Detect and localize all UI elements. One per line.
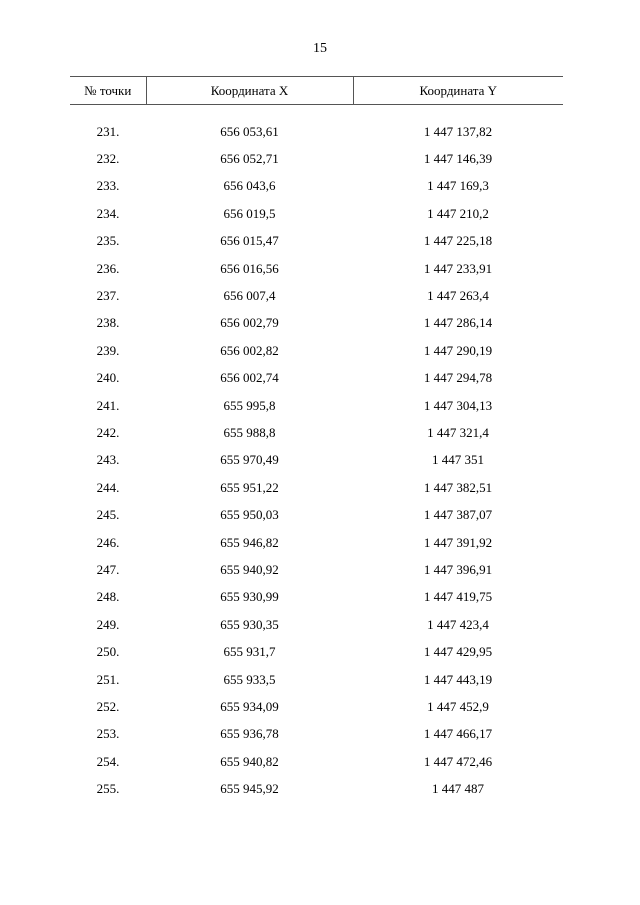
table-row xyxy=(70,392,563,419)
cell-coordinate-y: 1 447 472,46 xyxy=(423,753,493,769)
table-row xyxy=(70,529,563,556)
header-point-number: № точки xyxy=(70,77,146,105)
cell-coordinate-x: 655 970,49 xyxy=(220,452,279,468)
cell-coordinate-y: 1 447 391,92 xyxy=(423,534,493,550)
cell-coordinate-x: 655 951,22 xyxy=(220,479,279,495)
cell-coordinate-y: 1 447 210,2 xyxy=(427,205,489,221)
cell-coordinate-x: 656 043,6 xyxy=(223,178,276,194)
table-row xyxy=(70,748,563,775)
cell-coordinate-y: 1 447 225,18 xyxy=(423,233,493,249)
cell-coordinate-y: 1 447 321,4 xyxy=(427,424,489,440)
table-header-row xyxy=(70,77,563,105)
cell-point-number: 250. xyxy=(96,644,120,660)
table-row xyxy=(70,337,563,364)
cell-coordinate-x: 656 002,79 xyxy=(220,315,279,331)
cell-coordinate-x: 656 016,56 xyxy=(220,260,279,276)
cell-point-number: 245. xyxy=(96,507,120,523)
cell-point-number: 240. xyxy=(96,370,120,386)
cell-coordinate-y: 1 447 387,07 xyxy=(423,507,493,523)
cell-coordinate-y: 1 447 137,82 xyxy=(423,123,493,139)
table-row xyxy=(70,611,563,638)
cell-coordinate-y: 1 447 169,3 xyxy=(427,178,489,194)
cell-coordinate-y: 1 447 452,9 xyxy=(427,698,489,714)
cell-point-number: 243. xyxy=(96,452,120,468)
table-row xyxy=(70,145,563,172)
cell-point-number: 255. xyxy=(96,781,120,797)
cell-coordinate-x: 655 931,7 xyxy=(223,644,276,660)
table-row xyxy=(70,666,563,693)
table-row xyxy=(70,721,563,748)
cell-point-number: 247. xyxy=(96,561,120,577)
cell-point-number: 232. xyxy=(96,151,120,167)
cell-coordinate-x: 655 936,78 xyxy=(220,726,279,742)
cell-coordinate-y: 1 447 304,13 xyxy=(423,397,493,413)
table-row xyxy=(70,228,563,255)
header-coordinate-x: Координата X xyxy=(146,77,353,105)
table-row xyxy=(70,255,563,282)
table-spacer-row xyxy=(70,105,563,119)
cell-coordinate-y: 1 447 351 xyxy=(432,452,484,468)
cell-point-number: 239. xyxy=(96,342,120,358)
cell-coordinate-x: 656 015,47 xyxy=(220,233,279,249)
cell-point-number: 242. xyxy=(96,424,120,440)
cell-coordinate-y: 1 447 429,95 xyxy=(423,644,493,660)
cell-point-number: 241. xyxy=(96,397,120,413)
cell-coordinate-y: 1 447 443,19 xyxy=(423,671,493,687)
table-row xyxy=(70,282,563,309)
cell-coordinate-y: 1 447 419,75 xyxy=(423,589,493,605)
cell-coordinate-x: 655 934,09 xyxy=(220,698,279,714)
table-row xyxy=(70,419,563,446)
cell-coordinate-y: 1 447 263,4 xyxy=(427,288,489,304)
page-number: 15 xyxy=(313,41,327,56)
cell-point-number: 251. xyxy=(96,671,120,687)
table-row xyxy=(70,118,563,145)
cell-coordinate-x: 655 940,82 xyxy=(220,753,279,769)
header-coordinate-y: Координата Y xyxy=(353,77,563,105)
cell-coordinate-y: 1 447 290,19 xyxy=(423,342,493,358)
cell-coordinate-x: 655 930,35 xyxy=(220,616,279,632)
cell-coordinate-y: 1 447 487 xyxy=(432,781,484,797)
cell-point-number: 254. xyxy=(96,753,120,769)
cell-point-number: 235. xyxy=(96,233,120,249)
cell-coordinate-x: 655 988,8 xyxy=(223,424,276,440)
cell-coordinate-y: 1 447 396,91 xyxy=(423,561,493,577)
cell-point-number: 249. xyxy=(96,616,120,632)
cell-coordinate-x: 656 007,4 xyxy=(223,288,276,304)
cell-coordinate-x: 656 052,71 xyxy=(220,151,279,167)
cell-coordinate-x: 655 945,92 xyxy=(220,781,279,797)
coordinates-table xyxy=(70,76,563,803)
table-row xyxy=(70,775,563,802)
cell-coordinate-x: 656 019,5 xyxy=(223,205,276,221)
cell-coordinate-y: 1 447 146,39 xyxy=(423,151,493,167)
cell-point-number: 252. xyxy=(96,698,120,714)
table-row xyxy=(70,310,563,337)
cell-coordinate-x: 656 053,61 xyxy=(220,123,279,139)
cell-point-number: 237. xyxy=(96,288,120,304)
cell-coordinate-x: 655 950,03 xyxy=(220,507,279,523)
cell-point-number: 246. xyxy=(96,534,120,550)
cell-point-number: 238. xyxy=(96,315,120,331)
cell-point-number: 234. xyxy=(96,205,120,221)
table-row xyxy=(70,638,563,665)
table-row xyxy=(70,556,563,583)
table-row xyxy=(70,200,563,227)
cell-coordinate-x: 656 002,74 xyxy=(220,370,279,386)
cell-point-number: 253. xyxy=(96,726,120,742)
cell-point-number: 244. xyxy=(96,479,120,495)
cell-coordinate-x: 656 002,82 xyxy=(220,342,279,358)
cell-coordinate-y: 1 447 294,78 xyxy=(423,370,493,386)
cell-coordinate-y: 1 447 233,91 xyxy=(423,260,493,276)
table-body xyxy=(70,105,563,803)
table-row xyxy=(70,447,563,474)
table-row xyxy=(70,584,563,611)
table-row xyxy=(70,365,563,392)
table-row xyxy=(70,501,563,528)
cell-point-number: 231. xyxy=(96,123,120,139)
cell-coordinate-x: 655 930,99 xyxy=(220,589,279,605)
cell-coordinate-x: 655 940,92 xyxy=(220,561,279,577)
table-row xyxy=(70,693,563,720)
table-row xyxy=(70,474,563,501)
cell-coordinate-x: 655 995,8 xyxy=(223,397,276,413)
cell-coordinate-y: 1 447 286,14 xyxy=(423,315,493,331)
cell-coordinate-x: 655 933,5 xyxy=(223,671,276,687)
cell-coordinate-y: 1 447 382,51 xyxy=(423,479,493,495)
cell-coordinate-y: 1 447 466,17 xyxy=(423,726,493,742)
cell-point-number: 248. xyxy=(96,589,120,605)
cell-coordinate-x: 655 946,82 xyxy=(220,534,279,550)
cell-coordinate-y: 1 447 423,4 xyxy=(427,616,489,632)
cell-point-number: 236. xyxy=(96,260,120,276)
table-row xyxy=(70,173,563,200)
cell-point-number: 233. xyxy=(96,178,120,194)
